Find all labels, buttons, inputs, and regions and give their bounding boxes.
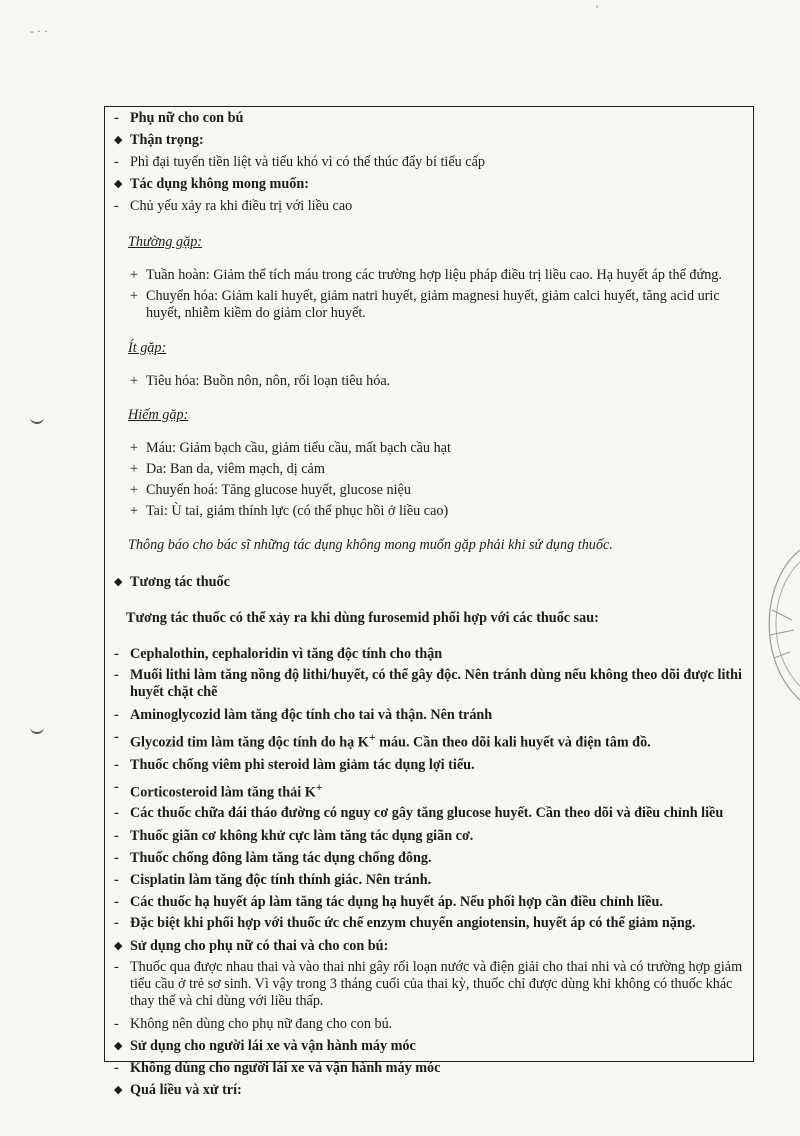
dash-marker: - <box>114 778 119 795</box>
interaction-2 <box>112 667 750 701</box>
line-text: Glycozid tim làm tăng độc tính do hạ K <box>130 734 369 751</box>
heading-text: Quá liều và xử trí: <box>130 1082 242 1099</box>
line-pregnant-breastfeeding <box>112 107 750 129</box>
interaction-12 <box>112 915 750 932</box>
line-text: Cephalothin, cephaloridin vì tăng độc tính cho thận <box>130 645 443 662</box>
item-text: Máu: Giảm bạch cầu, giảm tiểu cầu, mất bạch cầu hạt <box>146 440 451 457</box>
interaction-10 <box>112 869 750 891</box>
plus-marker: + <box>130 461 139 478</box>
binding-hole-mark-lower <box>30 722 44 734</box>
line-text: Muối lithi làm tăng nồng độ lithi/huyết, có thể gây độc. Nên tránh dùng nếu không theo dõi được lithi huyết chặt chẽ <box>130 666 742 700</box>
dash-marker: - <box>114 872 119 889</box>
heading-side-effects <box>112 173 750 195</box>
heading-text: Tương tác thuốc <box>130 573 230 590</box>
dash-marker: - <box>114 154 119 170</box>
plus-marker: + <box>130 267 139 284</box>
superscript-plus: + <box>368 729 376 744</box>
document-content <box>112 107 750 1101</box>
heading-text: Tác dụng không mong muốn: <box>130 176 309 192</box>
dash-marker: - <box>114 850 119 867</box>
line-text: Không nên dùng cho phụ nữ đang cho con bú. <box>130 1016 393 1033</box>
label-common: Thường gặp: <box>128 234 203 251</box>
item-text: Tai: Ù tai, giảm thính lực (có thể phục hồi ở liều cao) <box>146 503 449 520</box>
line-text: Không dùng cho người lái xe và vận hành máy móc <box>130 1060 441 1077</box>
line-text: Thuốc chống đông làm tăng tác dụng chống đông. <box>130 850 432 867</box>
scan-mark-top: ' <box>596 2 599 16</box>
heading-overdose <box>112 1079 750 1101</box>
interaction-4 <box>112 726 750 754</box>
line-driving-1 <box>112 1057 750 1079</box>
line-text: Thuốc giãn cơ không khử cực làm tăng tác dụng giãn cơ. <box>130 828 474 845</box>
heading-text: Sử dụng cho phụ nữ có thai và cho con bú: <box>130 938 389 955</box>
item-text: Chuyển hoá: Tăng glucose huyết, glucose niệu <box>146 482 411 499</box>
line-text: Đặc biệt khi phối hợp với thuốc ức chế enzym chuyển angiotensin, huyết áp có thể giảm nặng. <box>130 915 696 932</box>
line-pregnancy-1 <box>112 959 750 1010</box>
dash-marker: - <box>114 645 119 662</box>
item-rare-1 <box>112 440 750 457</box>
dash-marker: - <box>114 110 119 126</box>
heading-pregnancy <box>112 935 750 957</box>
dash-marker: - <box>114 756 119 773</box>
interactions-intro: Tương tác thuốc có thể xảy ra khi dùng furosemid phối hợp với các thuốc sau: <box>126 609 599 626</box>
interaction-7 <box>112 805 750 822</box>
line-text-cont: máu. Cần theo dõi kali huyết và điện tâm đồ. <box>375 734 651 751</box>
dash-marker: - <box>114 915 119 932</box>
line-side-effects-intro <box>112 195 750 217</box>
interaction-6 <box>112 776 750 804</box>
item-text: Tuần hoàn: Giảm thể tích máu trong các trường hợp liệu pháp điều trị liều cao. Hạ huyết áp thế đứng. <box>146 267 722 284</box>
item-rare-2 <box>112 461 750 478</box>
label-rare: Hiếm gặp: <box>128 406 189 423</box>
line-text: Cisplatin làm tăng độc tính thính giác. Nên tránh. <box>130 872 432 889</box>
heading-caution <box>112 129 750 151</box>
heading-interactions <box>112 571 750 593</box>
line-text: Các thuốc chữa đái tháo đường có nguy cơ gây tăng glucose huyết. Cần theo dõi và điều chỉnh liều <box>130 805 724 822</box>
item-common-2 <box>112 288 750 322</box>
label-uncommon: Ít gặp: <box>128 339 167 356</box>
item-common-1 <box>112 267 750 284</box>
dash-marker: - <box>114 1060 119 1077</box>
plus-marker: + <box>130 372 139 389</box>
heading-driving <box>112 1035 750 1057</box>
dash-marker: - <box>114 959 119 976</box>
seal-stamp-fragment <box>752 540 800 710</box>
dash-marker: - <box>114 828 119 845</box>
dash-marker: - <box>114 728 119 745</box>
scan-mark-corner: - · · <box>30 24 48 38</box>
binding-hole-mark-upper <box>30 412 44 424</box>
item-rare-3 <box>112 482 750 499</box>
dash-marker: - <box>114 894 119 911</box>
item-text: Chuyển hóa: Giảm kali huyết, giảm natri huyết, giảm magnesi huyết, giảm calci huyết, tăng acid uric huyết, nhiễm kiềm do giảm clor huyết. <box>146 288 720 322</box>
interaction-5 <box>112 754 750 776</box>
interaction-8 <box>112 825 750 847</box>
line-text: Thuốc qua được nhau thai và vào thai nhi gây rối loạn nước và điện giải cho thai nhi và có trường hợp giảm tiểu cầu ở trẻ sơ sinh. Vì vậy trong 3 tháng cuối của thai kỳ, thuốc chỉ được dùng khi không có thuốc khác thay thế và chỉ dùng với liều thấp. <box>130 959 743 1010</box>
diamond-bullet: ◆ <box>114 134 123 146</box>
interaction-9 <box>112 847 750 869</box>
interaction-11 <box>112 891 750 913</box>
item-uncommon-1 <box>112 373 750 390</box>
notice-report-side-effects: Thông báo cho bác sĩ những tác dụng không mong muốn gặp phải khi sử dụng thuốc. <box>128 537 613 554</box>
interaction-1 <box>112 643 750 665</box>
item-text: Tiêu hóa: Buồn nôn, nôn, rối loạn tiêu hóa. <box>146 372 391 389</box>
diamond-bullet: ◆ <box>114 940 123 953</box>
superscript-plus: + <box>315 779 323 794</box>
line-text: Corticosteroid làm tăng thải K <box>130 784 316 801</box>
heading-text: Sử dụng cho người lái xe và vận hành máy móc <box>130 1038 416 1055</box>
dash-marker: - <box>114 805 119 822</box>
heading-text: Thận trọng: <box>130 132 204 148</box>
diamond-bullet: ◆ <box>114 1040 123 1053</box>
dash-marker: - <box>114 706 119 723</box>
line-text: Chủ yếu xảy ra khi điều trị với liều cao <box>130 198 353 214</box>
dash-marker: - <box>114 1016 119 1033</box>
plus-marker: + <box>130 288 139 305</box>
line-text: Thuốc chống viêm phi steroid làm giảm tác dụng lợi tiểu. <box>130 756 475 773</box>
line-pregnancy-2 <box>112 1013 750 1035</box>
item-rare-4 <box>112 503 750 520</box>
interaction-3 <box>112 704 750 726</box>
diamond-bullet: ◆ <box>114 1084 123 1097</box>
item-text: Da: Ban da, viêm mạch, dị cảm <box>146 461 325 478</box>
line-text: Các thuốc hạ huyết áp làm tăng tác dụng hạ huyết áp. Nếu phối hợp cần điều chỉnh liều. <box>130 894 663 911</box>
dash-marker: - <box>114 198 119 214</box>
dash-marker: - <box>114 666 119 683</box>
plus-marker: + <box>130 482 139 499</box>
line-text: Phụ nữ cho con bú <box>130 110 244 126</box>
plus-marker: + <box>130 503 139 520</box>
diamond-bullet: ◆ <box>114 575 123 588</box>
line-caution-1 <box>112 151 750 173</box>
line-text: Aminoglycozid làm tăng độc tính cho tai và thận. Nên tránh <box>130 706 493 723</box>
plus-marker: + <box>130 440 139 457</box>
line-text: Phì đại tuyến tiền liệt và tiểu khó vì có thể thúc đẩy bí tiểu cấp <box>130 154 485 170</box>
diamond-bullet: ◆ <box>114 178 123 190</box>
